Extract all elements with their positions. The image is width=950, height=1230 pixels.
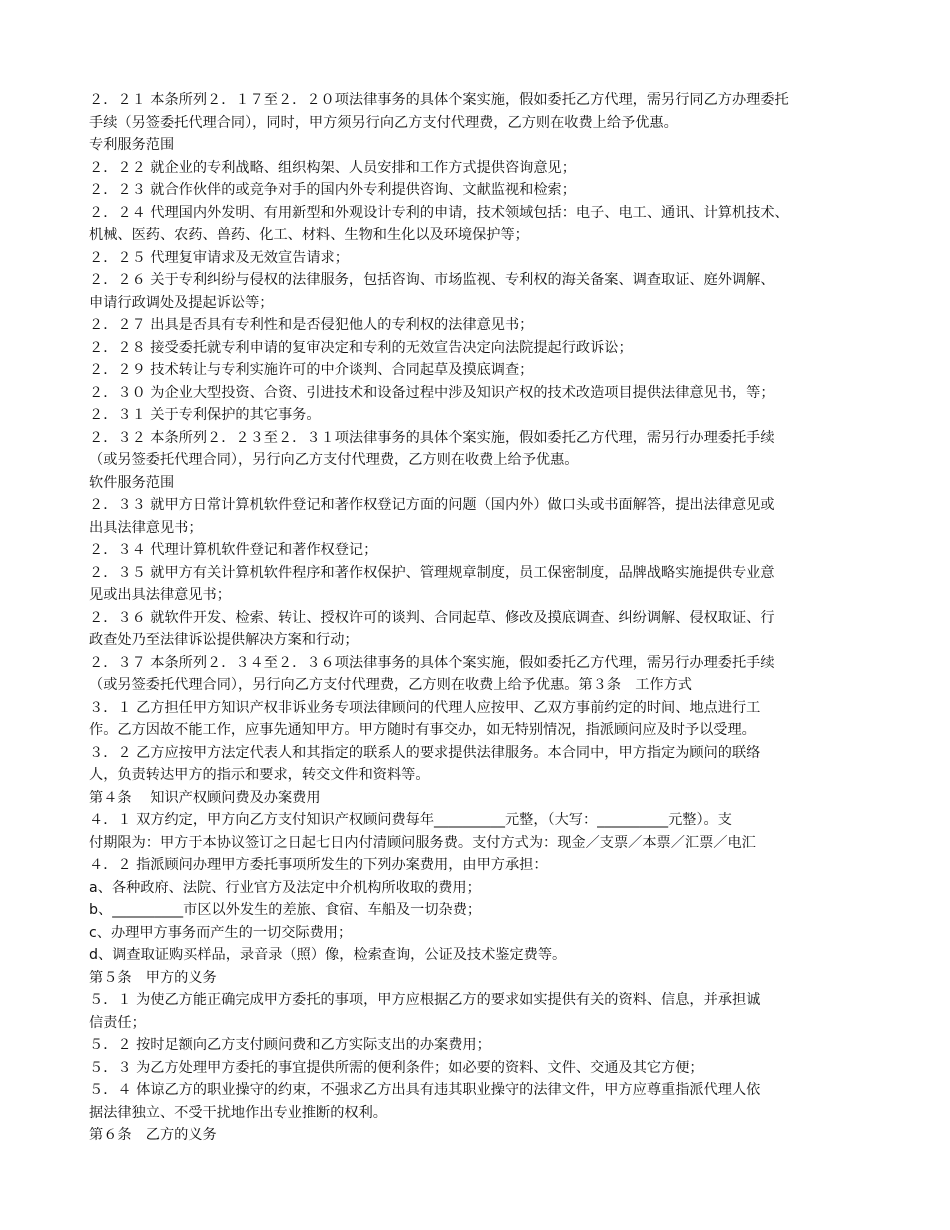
text-line: ２．３１ 关于专利保护的其它事务。	[89, 407, 321, 423]
text-line: ５．１ 为使乙方能正确完成甲方委托的事项，甲方应根据乙方的要求如实提供有关的资料、信息，并承担诚	[89, 992, 761, 1008]
text-line: ２．２５ 代理复审请求及无效宣告请求；	[89, 249, 349, 266]
text-line: d、调查取证购买样品，录音录（照）像，检索查询，公证及技术鉴定费等。	[89, 947, 567, 963]
text-line: ２．２２ 就企业的专利战略、组织构架、人员安排和工作方式提供咨询意见；	[89, 159, 576, 176]
article-heading: 第６条 乙方的义务	[89, 1127, 217, 1143]
text-line: ２．３５ 就甲方有关计算机软件程序和著作权保护、管理规章制度，员工保密制度，品牌战略实施提供专业意	[89, 564, 775, 581]
text-line: （或另签委托代理合同），另行向乙方支付代理费，乙方则在收费上给予优惠。	[89, 452, 579, 468]
text-line: ２．３７ 本条所列２．３４至２．３６项法律事务的具体个案实施，假如委托乙方代理，需另行办理委托手续	[89, 654, 775, 671]
section-heading: 软件服务范围	[89, 474, 175, 491]
article-heading: 第４条 知识产权顾问费及办案费用	[89, 789, 321, 806]
text-line: ５．３ 为乙方处理甲方委托的事宜提供所需的便利条件；如必要的资料、文件、交通及其它方便；	[89, 1059, 704, 1076]
text-line: ２．２９ 技术转让与专利实施许可的中介谈判、合同起草及摸底调查；	[89, 362, 534, 378]
text-line: ３．１ 乙方担任甲方知识产权非诉业务专项法律顾问的代理人应按甲、乙双方事前约定的时间、地点进行工	[89, 699, 761, 716]
text-line: b、__________市区以外发生的差旅、食宿、车船及一切杂费；	[89, 902, 482, 918]
article-heading: 第５条 甲方的义务	[89, 969, 217, 986]
document-page	[89, 89, 879, 1147]
text-line: ２．２８ 接受委托就专利申请的复审决定和专利的无效宣告决定向法院提起行政诉讼；	[89, 339, 633, 356]
text-line: ２．２１ 本条所列２．１７至２．２０项法律事务的具体个案实施，假如委托乙方代理，需另行同乙方办理委托	[89, 92, 789, 108]
text-line: 出具法律意见书；	[89, 519, 203, 536]
text-line: a、各种政府、法院、行业官方及法定中介机构所收取的费用；	[89, 879, 481, 896]
text-line: （或另签委托代理合同），另行向乙方支付代理费，乙方则在收费上给予优惠。第３条 工作方式	[89, 677, 692, 693]
text-line: 据法律独立、不受干扰地作出专业推断的权利。	[89, 1104, 387, 1121]
text-line: ２．３３ 就甲方日常计算机软件登记和著作权登记方面的问题（国内外）做口头或书面解答，提出法律意见或	[89, 497, 775, 513]
text-line: 付期限为：甲方于本协议签订之日起七日内付清顾问服务费。支付方式为：现金／支票／本票／汇票／电汇	[89, 834, 756, 851]
text-line: 手续（另签委托代理合同），同时，甲方须另行向乙方支付代理费，乙方则在收费上给予优惠。	[89, 114, 678, 131]
section-heading: 专利服务范围	[89, 137, 175, 153]
text-line: ２．３６ 就软件开发、检索、转让、授权许可的谈判、合同起草、修改及摸底调查、纠纷调解、侵权取证、行	[89, 609, 775, 626]
text-line: ２．３２ 本条所列２．２３至２．３１项法律事务的具体个案实施，假如委托乙方代理，需另行办理委托手续	[89, 429, 775, 446]
text-line: 政查处乃至法律诉讼提供解决方案和行动；	[89, 632, 359, 648]
text-line: 机械、医药、农药、兽药、化工、材料、生物和生化以及环境保护等；	[89, 227, 529, 243]
text-line: ４．２ 指派顾问办理甲方委托事项所发生的下列办案费用，由甲方承担：	[89, 857, 548, 873]
text-line: 见或出具法律意见书；	[89, 587, 231, 603]
text-line: ２．３０ 为企业大型投资、合资、引进技术和设备过程中涉及知识产权的技术改造项目提供法律意见书，等；	[89, 384, 775, 401]
text-line: ２．２７ 出具是否具有专利性和是否侵犯他人的专利权的法律意见书；	[89, 317, 534, 333]
text-line: ３．２ 乙方应按甲方法定代表人和其指定的联系人的要求提供法律服务。本合同中，甲方指定为顾问的联络	[89, 744, 761, 761]
text-line: 作。乙方因故不能工作，应事先通知甲方。甲方随时有事交办，如无特别情况，指派顾问应及时予以受理。	[89, 722, 756, 738]
text-line: ２．３４ 代理计算机软件登记和著作权登记；	[89, 542, 378, 558]
text-line: ４．１ 双方约定，甲方向乙方支付知识产权顾问费每年__________元整，（大写：__________元整）。支	[89, 812, 732, 828]
text-line: ２．２３ 就合作伙伴的或竞争对手的国内外专利提供咨询、文献监视和检索；	[89, 182, 576, 198]
text-line: 信责任；	[89, 1014, 146, 1031]
text-line: 申请行政调处及提起诉讼等；	[89, 294, 274, 311]
text-line: c、办理甲方事务而产生的一切交际费用；	[89, 924, 353, 941]
text-line: 人，负责转达甲方的指示和要求，转交文件和资料等。	[89, 767, 430, 783]
text-line: ２．２６ 关于专利纠纷与侵权的法律服务，包括咨询、市场监视、专利权的海关备案、调查取证、庭外调解、	[89, 272, 775, 288]
text-line: ５．２ 按时足额向乙方支付顾问费和乙方实际支出的办案费用；	[89, 1037, 491, 1053]
text-line: ２．２４ 代理国内外发明、有用新型和外观设计专利的申请，技术领域包括：电子、电工、通讯、计算机技术、	[89, 204, 789, 221]
text-line: ５．４ 体谅乙方的职业操守的约束，不强求乙方出具有违其职业操守的法律文件，甲方应尊重指派代理人依	[89, 1082, 761, 1098]
